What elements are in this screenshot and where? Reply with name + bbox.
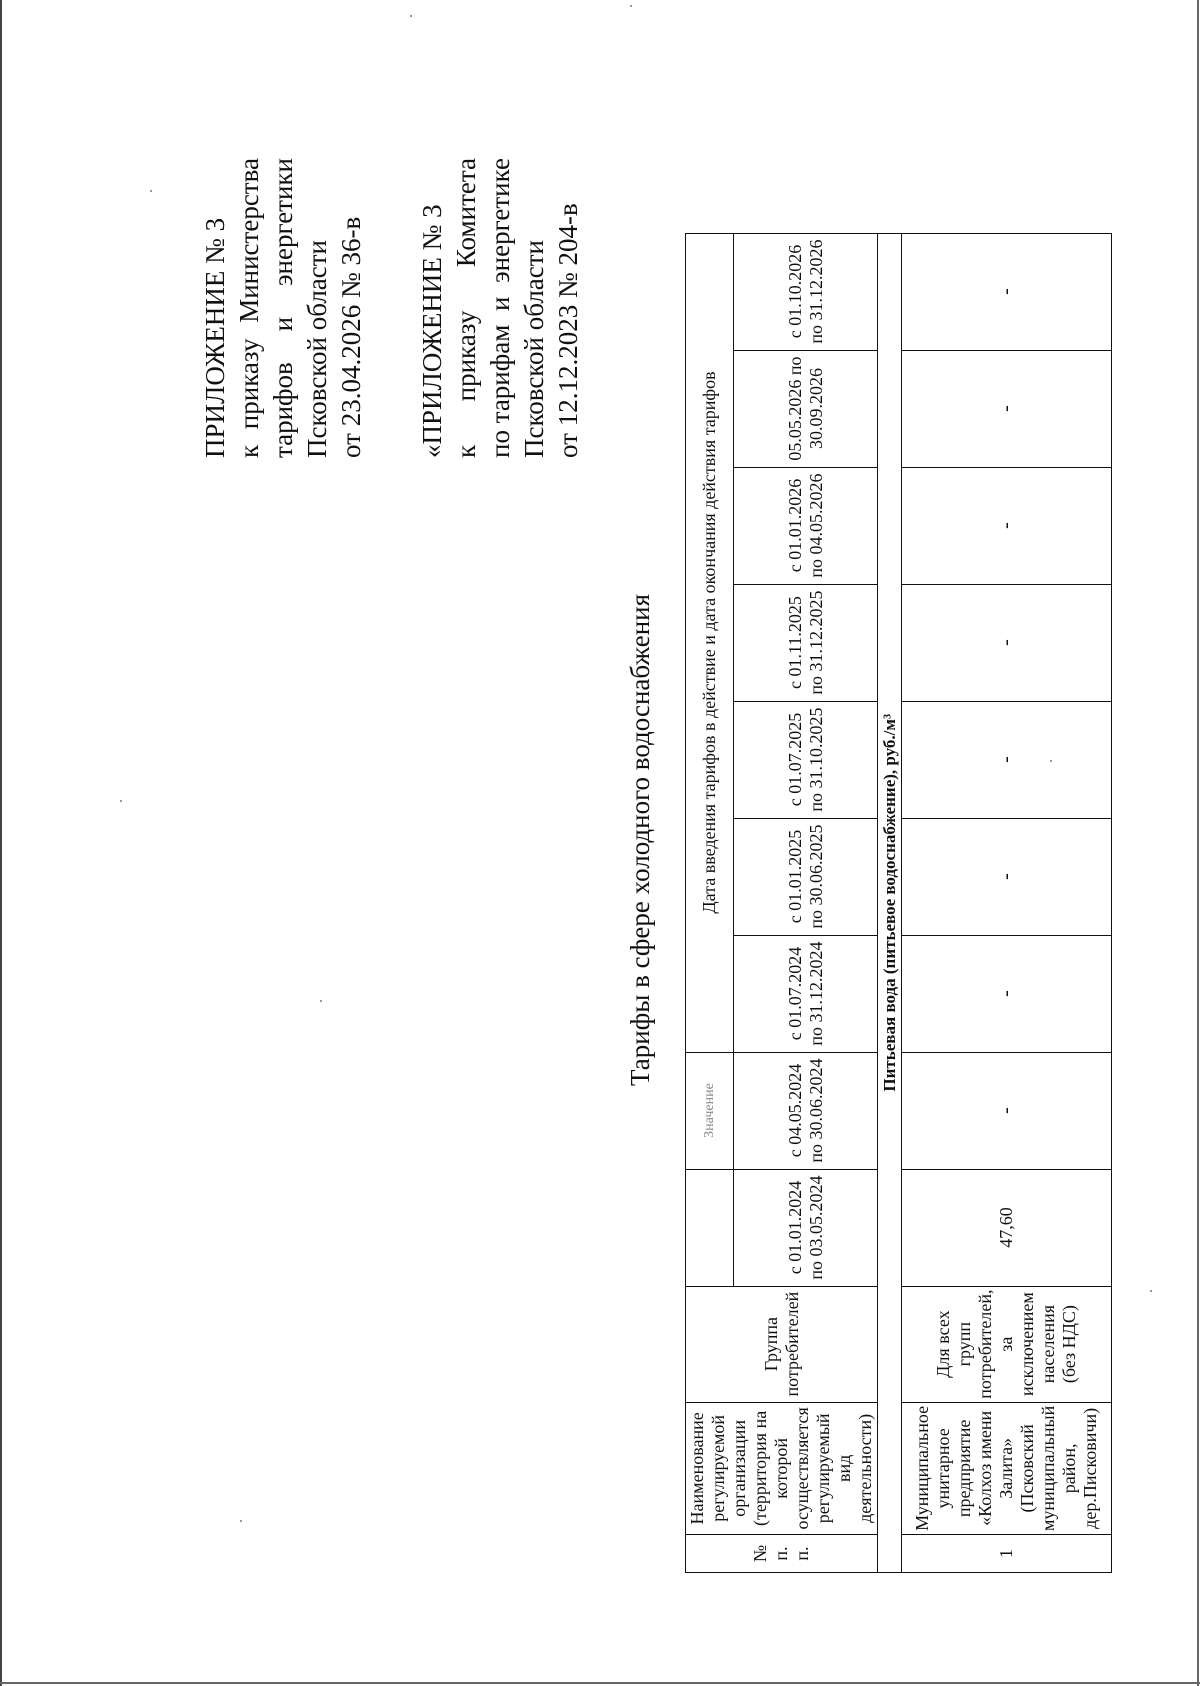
row-value: 47,60 <box>902 1169 1112 1286</box>
section-row <box>878 233 902 1572</box>
appendix-line <box>449 158 483 458</box>
scan-speck <box>630 5 632 7</box>
tariff-table <box>685 233 1112 1573</box>
appendix-word: энергетики <box>268 158 298 287</box>
page-border <box>0 1682 1200 1684</box>
page-border <box>0 0 2 1686</box>
appendix-line <box>415 158 449 458</box>
row-group: Для всех групп потребителей, за исключением населения (без НДС) <box>902 1286 1112 1402</box>
row-organization: Муниципальное унитарное предприятие «Колхоз имени Залита» (Псковский муниципальный район, дер.Писковичи) <box>902 1402 1112 1534</box>
appendix-word: к <box>234 444 264 458</box>
appendix-line <box>266 158 300 458</box>
rotated-page-content <box>25 50 1155 1630</box>
appendix-word: и <box>268 316 298 332</box>
period-cell: с 01.07.2025 по 31.10.2025 <box>734 701 878 818</box>
appendix-word: тарифов <box>268 362 298 458</box>
appendix-word: приказу <box>451 310 481 402</box>
document-title: Тарифы в сфере холодного водоснабжения <box>625 593 655 1087</box>
appendix-title: «ПРИЛОЖЕНИЕ № 3 <box>417 204 447 458</box>
section-label: Питьевая вода (питьевое водоснабжение), руб./м³ <box>878 233 902 1572</box>
row-value: - <box>902 701 1112 818</box>
appendix-region: Псковской области <box>519 239 549 458</box>
header-faint-label: Значение <box>686 1052 734 1169</box>
appendix-word: и <box>485 296 515 312</box>
appendix-order-date: от 23.04.2026 № 36-в <box>336 216 366 458</box>
period-cell: с 01.07.2024 по 31.12.2024 <box>734 935 878 1052</box>
appendix-header-previous <box>415 158 585 458</box>
row-value: - <box>902 935 1112 1052</box>
appendix-line <box>300 158 334 458</box>
appendix-word: по тарифам <box>485 324 515 458</box>
appendix-region: Псковской области <box>302 239 332 458</box>
row-value: - <box>902 233 1112 350</box>
row-value: - <box>902 818 1112 935</box>
appendix-line <box>517 158 551 458</box>
appendix-title: ПРИЛОЖЕНИЕ № 3 <box>200 217 230 458</box>
period-cell: с 01.11.2025 по 31.12.2025 <box>734 584 878 701</box>
appendix-line <box>232 158 266 458</box>
appendix-line <box>334 158 368 458</box>
row-value: - <box>902 350 1112 467</box>
row-number: 1 <box>902 1535 1112 1573</box>
appendix-line <box>483 158 517 458</box>
appendix-word: приказу <box>234 338 264 430</box>
row-value: - <box>902 584 1112 701</box>
period-cell: с 04.05.2024 по 30.06.2024 <box>734 1052 878 1169</box>
period-cell: 05.05.2026 по 30.09.2026 <box>734 350 878 467</box>
header-number: № п. п. <box>686 1535 878 1573</box>
header-blank <box>686 1169 734 1286</box>
table-header-row <box>686 233 734 1572</box>
appendix-word: Министерства <box>234 158 264 323</box>
period-cell: с 01.01.2024 по 03.05.2024 <box>734 1169 878 1286</box>
appendix-line <box>198 158 232 458</box>
header-group: Группа потребителей <box>686 1286 878 1402</box>
row-value: - <box>902 1052 1112 1169</box>
period-cell: с 01.01.2025 по 30.06.2025 <box>734 818 878 935</box>
row-value: - <box>902 467 1112 584</box>
appendix-word: к <box>451 444 481 458</box>
table-row <box>902 233 1112 1572</box>
appendix-word: энергетике <box>485 158 515 283</box>
appendix-order-date: от 12.12.2023 № 204-в <box>553 203 583 458</box>
period-cell: с 01.01.2026 по 04.05.2026 <box>734 467 878 584</box>
scan-speck <box>410 15 412 17</box>
period-cell: с 01.10.2026 по 31.12.2026 <box>734 233 878 350</box>
header-dates: Дата введения тарифов в действие и дата окончания действия тарифов <box>686 233 734 1052</box>
appendix-word: Комитета <box>451 158 481 268</box>
page-border <box>1197 0 1199 1686</box>
header-organization: Наименование регулируемой организации (территория на которой осуществляется регулируемый вид деятельности) <box>686 1402 878 1534</box>
appendix-line <box>551 158 585 458</box>
appendix-header-current <box>198 158 368 458</box>
